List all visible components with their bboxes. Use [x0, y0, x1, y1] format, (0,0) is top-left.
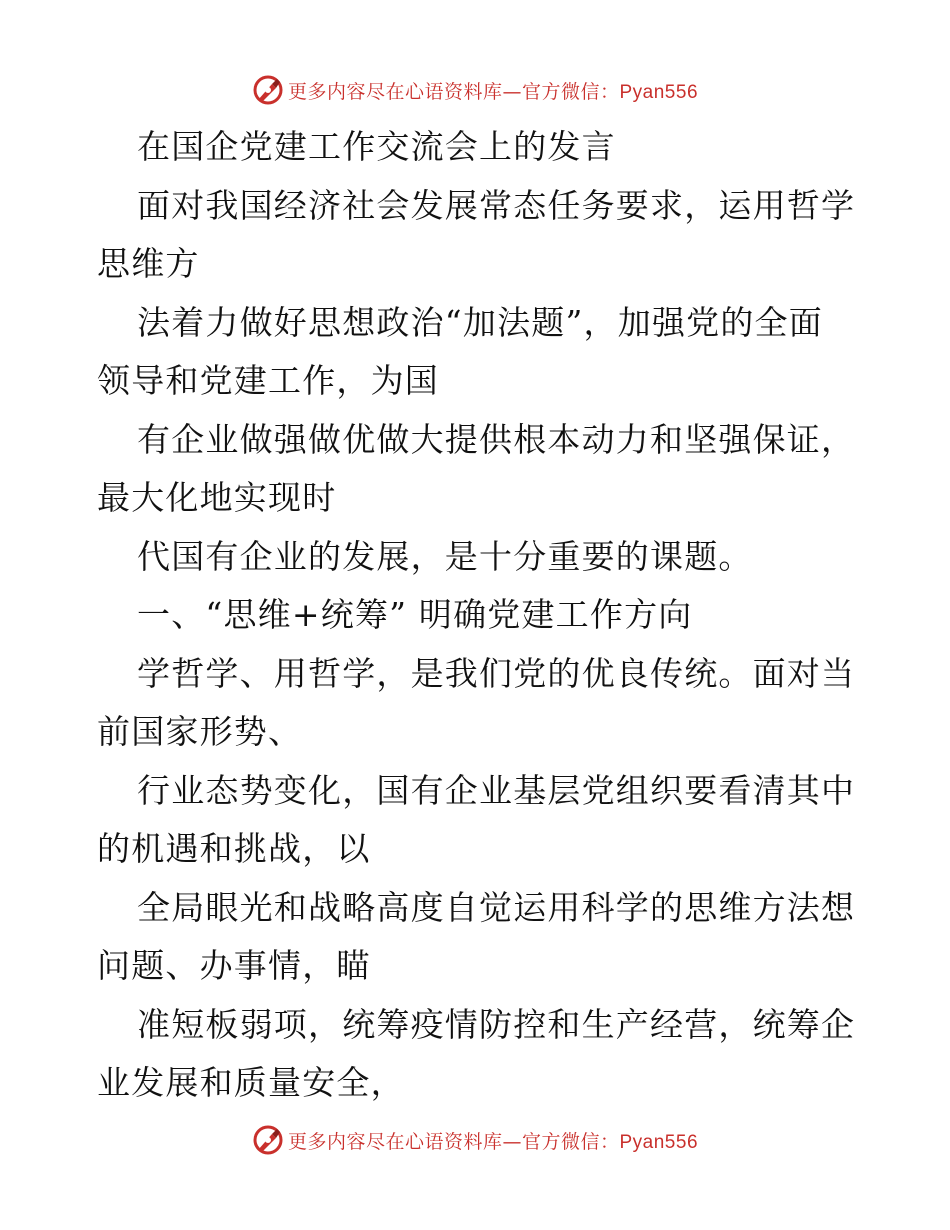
text-line: 领导和党建工作，为国: [97, 361, 439, 400]
text-line: 在国企党建工作交流会上的发言: [137, 127, 616, 166]
text-line: 有企业做强做优做大提供根本动力和坚强保证，: [137, 419, 856, 459]
text-line: 业发展和质量安全，: [97, 1063, 405, 1102]
text-line: 问题、办事情，瞄: [97, 946, 371, 985]
text-line: 行业态势变化，国有企业基层党组织要看清其中: [137, 770, 856, 810]
text-line: 思维方: [97, 244, 200, 283]
text-line: 的机遇和挑战，以: [97, 829, 371, 868]
footer-watermark-banner: [0, 1120, 950, 1160]
text-line: 一、“思维+统筹” 明确党建工作方向: [137, 595, 693, 634]
watermark-text: [288, 77, 698, 104]
watermark-wechat-handle: Pyan556: [619, 81, 699, 103]
pen-logo-icon: [252, 74, 284, 106]
text-line: 法着力做好思想政治“加法题”，加强党的全面: [137, 302, 823, 342]
watermark-wechat-handle: Pyan556: [619, 1131, 699, 1153]
text-line: 前国家形势、: [97, 712, 303, 751]
text-line: 代国有企业的发展，是十分重要的课题。: [137, 536, 753, 576]
document-body: [97, 118, 857, 1113]
text-line: 最大化地实现时: [97, 478, 337, 517]
watermark-dash: —: [502, 1130, 522, 1153]
watermark-site-text: 更多内容尽在心语资料库: [287, 80, 503, 103]
watermark-dash: —: [502, 80, 522, 103]
watermark-site-text: 更多内容尽在心语资料库: [287, 1130, 503, 1153]
text-line: 面对我国经济社会发展常态任务要求，运用哲学: [137, 185, 856, 225]
pen-logo-icon: [252, 1124, 284, 1156]
text-line: 学哲学、用哲学，是我们党的优良传统。面对当: [137, 653, 856, 693]
watermark-wechat-label: 官方微信：: [521, 80, 620, 103]
watermark-text: [288, 1127, 698, 1154]
text-line: 全局眼光和战略高度自觉运用科学的思维方法想: [137, 887, 856, 927]
watermark-wechat-label: 官方微信：: [521, 1130, 620, 1153]
header-watermark-banner: [0, 70, 950, 110]
text-line: 准短板弱项，统筹疫情防控和生产经营，统筹企: [137, 1004, 856, 1044]
